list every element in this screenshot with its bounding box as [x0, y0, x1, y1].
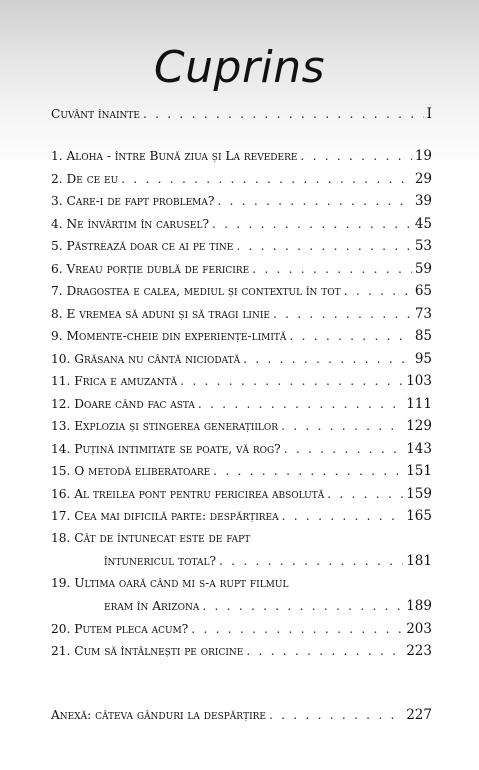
leader-dots: [243, 352, 412, 366]
toc-entry-label: 12. Doare când fac asta: [51, 396, 195, 411]
leader-dots: [219, 554, 403, 568]
toc-entry-label: 4. Ne învârtim în carusel?: [51, 216, 209, 231]
leader-dots: [289, 329, 411, 343]
toc-entry-annex: [51, 707, 432, 730]
toc-entry: [51, 373, 432, 396]
toc-entry-label: 6. Vreau porție dublă de fericire: [51, 261, 250, 276]
toc-entry-label-cont: eram în Arizona: [104, 599, 200, 613]
toc-entry: [51, 508, 432, 531]
toc-entry: [51, 193, 432, 216]
toc-entry: [51, 261, 432, 284]
toc-entry-page: 39: [414, 193, 432, 209]
toc-entry-label: 17. Cea mai dificilă parte: despărțirea: [51, 509, 279, 523]
leader-dots: [212, 217, 412, 231]
toc-entry-label: 8. E vremea să aduni și să tragi linie: [51, 306, 270, 321]
leader-dots: [121, 172, 412, 186]
toc-entry-label: Cuvânt înainte: [51, 107, 140, 121]
leader-dots: [269, 708, 403, 722]
toc-entry: [51, 238, 432, 261]
toc-entry-label: 5. Păstrează doar ce ai pe tine: [51, 239, 234, 253]
leader-dots: [213, 464, 403, 478]
page-title: Cuprins: [153, 42, 326, 93]
toc-entry: [51, 621, 432, 644]
toc-entry-label: 18. Cât de întunecat este de fapt: [51, 530, 251, 545]
toc-entry-label: 3. Care-i de fapt problema?: [51, 194, 215, 208]
toc-entry-label: 7. Dragostea e calea, mediul și contextul în tot: [51, 284, 341, 298]
toc-entry-page: I: [426, 106, 432, 122]
leader-dots: [252, 262, 412, 276]
toc-entry: [51, 643, 432, 666]
toc-entry-label: 14. Puțină intimitate se poate, vă rog?: [51, 441, 281, 456]
toc-entry-label: 20. Putem pleca acum?: [51, 621, 189, 636]
toc-entry-page: 203: [406, 620, 432, 637]
toc-entry-page: 53: [414, 238, 432, 254]
toc-entry-page: 181: [406, 553, 432, 569]
toc-entry-label: 15. O metodă eliberatoare: [51, 464, 211, 478]
toc-entry: [51, 351, 432, 374]
toc-entry-19-line1: [51, 576, 432, 599]
toc-entry-page: 159: [406, 485, 432, 502]
leader-dots: [273, 307, 412, 321]
toc-entry-label: 11. Frica e amuzantă: [51, 374, 178, 388]
toc-entry-page: 151: [406, 463, 432, 479]
toc-intro: [51, 106, 432, 129]
toc-entry-page: 85: [414, 328, 432, 344]
toc-entry-page: 111: [406, 395, 432, 412]
toc-entry-label: 1. Aloha - între Bună ziua și La revedere: [51, 149, 298, 163]
toc-entry-page: 45: [414, 215, 432, 232]
toc-entry-page: 29: [414, 170, 432, 187]
toc-entry: [51, 328, 432, 351]
toc-entry-page: 73: [414, 305, 432, 322]
leader-dots: [284, 442, 404, 456]
leader-dots: [198, 397, 403, 411]
toc-entry-label: Anexă: câteva gânduri la despărțire: [51, 708, 266, 722]
leader-dots: [180, 374, 403, 388]
toc-entry-page: 165: [406, 508, 432, 524]
leader-dots: [281, 419, 403, 433]
toc-entry-19-line2: [51, 598, 432, 621]
leader-dots: [191, 622, 403, 636]
toc-annex: [51, 707, 432, 730]
toc-entry-page: 103: [406, 373, 432, 389]
toc-entry-intro: [51, 106, 432, 129]
leader-dots: [217, 194, 411, 208]
toc-entry-label-cont: întunericul total?: [104, 554, 217, 568]
toc-entry: [51, 148, 432, 171]
toc-entry-label: 19. Ultima oară când mi s-a rupt filmul: [51, 575, 289, 590]
toc-entry-page: 143: [406, 440, 432, 457]
toc-entry: [51, 396, 432, 419]
leader-dots: [300, 149, 411, 163]
toc-entry-label: 21. Cum să întâlnești pe oricine: [51, 644, 244, 658]
toc-chapters: [51, 148, 432, 666]
toc-entry-page: 227: [406, 707, 432, 723]
toc-entry-label: 9. Momente-cheie din experiențe-limită: [51, 329, 287, 343]
toc-entry-page: 65: [414, 283, 432, 299]
toc-entry: [51, 171, 432, 194]
leader-dots: [236, 239, 411, 253]
toc-entry-page: 59: [414, 260, 432, 277]
leader-dots: [344, 284, 412, 298]
leader-dots: [202, 599, 403, 613]
leader-dots: [282, 509, 404, 523]
leader-dots: [327, 487, 403, 501]
toc-entry-page: 19: [414, 148, 432, 164]
toc-entry-page: 223: [406, 643, 432, 659]
toc-entry-page: 189: [406, 598, 432, 614]
leader-dots: [143, 107, 424, 121]
toc-entry: [51, 216, 432, 239]
toc-entry-label: 10. Grăsana nu cântă niciodată: [51, 351, 241, 366]
toc-entry-18-line2: [51, 553, 432, 576]
toc-entry: [51, 283, 432, 306]
toc-entry-18-line1: [51, 531, 432, 554]
toc-entry: [51, 418, 432, 441]
toc-entry: [51, 463, 432, 486]
toc-entry: [51, 441, 432, 464]
leader-dots: [246, 644, 403, 658]
toc-entry-label: 16. Al treilea pont pentru fericirea absolută: [51, 486, 325, 501]
toc-entry-page: 129: [406, 418, 432, 434]
toc-entry-label: 2. De ce eu: [51, 171, 119, 186]
toc-entry-page: 95: [414, 350, 432, 367]
toc-entry-label: 13. Explozia și stingerea generațiilor: [51, 419, 279, 433]
toc-entry: [51, 486, 432, 509]
toc-entry: [51, 306, 432, 329]
